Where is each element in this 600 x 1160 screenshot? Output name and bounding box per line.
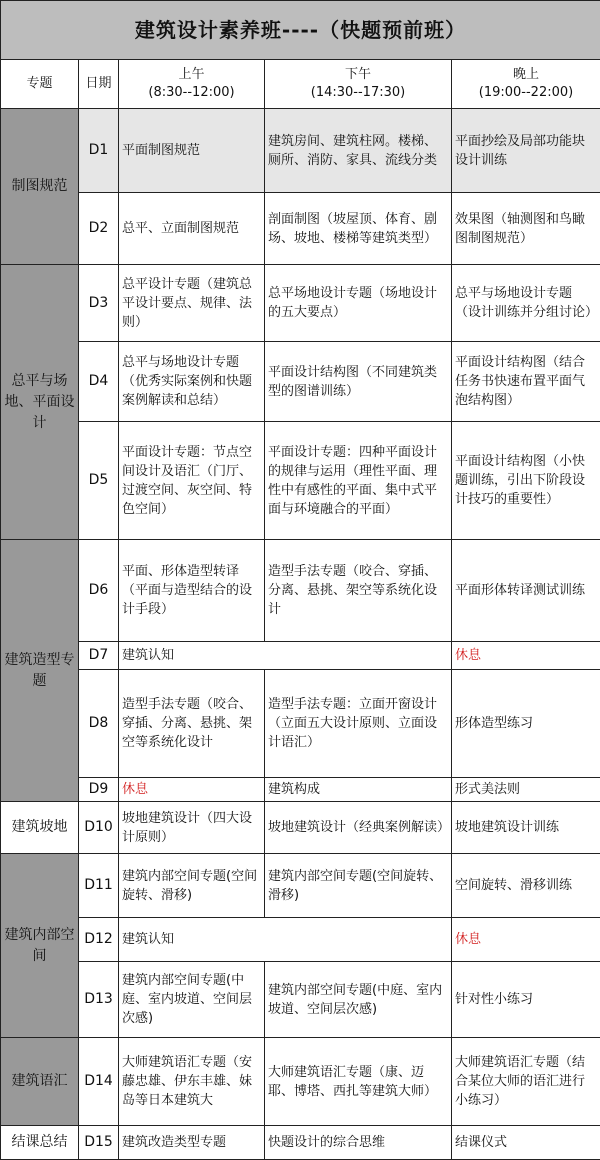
table-row	[1, 778, 600, 802]
day-cell: D5	[79, 422, 119, 540]
morning-afternoon-cell: 建筑认知	[119, 642, 452, 670]
day-cell: D6	[79, 540, 119, 642]
morning-cell: 平面制图规范	[119, 109, 265, 193]
morning-cell: 总平与场地设计专题（优秀实际案例和快题案例解读和总结）	[119, 342, 265, 422]
evening-cell: 坡地建筑设计训练	[452, 802, 600, 854]
day-cell: D15	[79, 1126, 119, 1160]
table-row	[1, 1038, 600, 1126]
header-morning-label: 上午	[122, 66, 261, 84]
morning-afternoon-cell: 建筑认知	[119, 918, 452, 962]
morning-cell: 造型手法专题（咬合、穿插、分离、悬挑、架空等系统化设计	[119, 670, 265, 778]
day-cell: D9	[79, 778, 119, 802]
evening-cell: 休息	[452, 642, 600, 670]
page-title: 建筑设计素养班----（快题预前班）	[1, 1, 600, 60]
afternoon-cell: 造型手法专题：立面开窗设计（立面五大设计原则、立面设计语汇）	[265, 670, 452, 778]
table-row	[1, 802, 600, 854]
afternoon-cell: 平面设计专题：四种平面设计的规律与运用（理性平面、理性中有感性的平面、集中式平面与环境融合的平面）	[265, 422, 452, 540]
header-evening	[452, 60, 600, 109]
afternoon-cell: 建筑内部空间专题(空间旋转、滑移)	[265, 854, 452, 918]
evening-cell: 总平与场地设计专题（设计训练并分组讨论）	[452, 265, 600, 342]
afternoon-cell: 总平场地设计专题（场地设计的五大要点）	[265, 265, 452, 342]
afternoon-cell: 快题设计的综合思维	[265, 1126, 452, 1160]
evening-cell: 形式美法则	[452, 778, 600, 802]
evening-cell: 休息	[452, 918, 600, 962]
table-row	[1, 854, 600, 918]
morning-cell: 平面、形体造型转译（平面与造型结合的设计手段）	[119, 540, 265, 642]
morning-cell: 休息	[119, 778, 265, 802]
topic-cell: 建筑内部空间	[1, 854, 79, 1038]
afternoon-cell: 大师建筑语汇专题（康、迈耶、博塔、西扎等建筑大师）	[265, 1038, 452, 1126]
afternoon-cell: 坡地建筑设计（经典案例解读）	[265, 802, 452, 854]
topic-cell: 建筑造型专题	[1, 540, 79, 802]
header-evening-time: (19:00--22:00)	[455, 84, 597, 102]
table-row	[1, 1126, 600, 1160]
morning-cell: 坡地建筑设计（四大设计原则）	[119, 802, 265, 854]
header-row	[1, 60, 600, 109]
morning-cell: 大师建筑语汇专题（安藤忠雄、伊东丰雄、妹岛等日本建筑大	[119, 1038, 265, 1126]
morning-cell: 建筑内部空间专题(中庭、室内坡道、空间层次感)	[119, 962, 265, 1038]
table-row	[1, 193, 600, 265]
header-morning	[119, 60, 265, 109]
topic-cell: 结课总结	[1, 1126, 79, 1160]
day-cell: D7	[79, 642, 119, 670]
topic-cell: 建筑语汇	[1, 1038, 79, 1126]
afternoon-cell: 平面设计结构图（不同建筑类型的图谱训练）	[265, 342, 452, 422]
day-cell: D3	[79, 265, 119, 342]
evening-cell: 形体造型练习	[452, 670, 600, 778]
title-row	[1, 1, 600, 60]
morning-cell: 建筑改造类型专题	[119, 1126, 265, 1160]
table-row	[1, 265, 600, 342]
header-afternoon	[265, 60, 452, 109]
evening-cell: 平面抄绘及局部功能块设计训练	[452, 109, 600, 193]
table-row	[1, 642, 600, 670]
day-cell: D14	[79, 1038, 119, 1126]
topic-cell: 建筑坡地	[1, 802, 79, 854]
day-cell: D8	[79, 670, 119, 778]
header-afternoon-time: (14:30--17:30)	[268, 84, 448, 102]
header-morning-time: (8:30--12:00)	[122, 84, 261, 102]
topic-cell: 制图规范	[1, 109, 79, 265]
table-row	[1, 962, 600, 1038]
day-cell: D1	[79, 109, 119, 193]
evening-cell: 平面设计结构图（结合任务书快速布置平面气泡结构图）	[452, 342, 600, 422]
evening-cell: 空间旋转、滑移训练	[452, 854, 600, 918]
afternoon-cell: 建筑内部空间专题(中庭、室内坡道、空间层次感)	[265, 962, 452, 1038]
day-cell: D10	[79, 802, 119, 854]
evening-cell: 效果图（轴测图和鸟瞰图制图规范）	[452, 193, 600, 265]
header-day: 日期	[79, 60, 119, 109]
day-cell: D13	[79, 962, 119, 1038]
morning-cell: 建筑内部空间专题(空间旋转、滑移)	[119, 854, 265, 918]
evening-cell: 针对性小练习	[452, 962, 600, 1038]
table-row	[1, 422, 600, 540]
day-cell: D2	[79, 193, 119, 265]
topic-cell: 总平与场地、平面设计	[1, 265, 79, 540]
header-topic: 专题	[1, 60, 79, 109]
evening-cell: 结课仪式	[452, 1126, 600, 1160]
header-evening-label: 晚上	[455, 66, 597, 84]
day-cell: D11	[79, 854, 119, 918]
table-row	[1, 918, 600, 962]
table-row	[1, 540, 600, 642]
table-row	[1, 670, 600, 778]
afternoon-cell: 建筑房间、建筑柱网。楼梯、厕所、消防、家具、流线分类	[265, 109, 452, 193]
evening-cell: 平面形体转译测试训练	[452, 540, 600, 642]
table-row	[1, 342, 600, 422]
afternoon-cell: 剖面制图（坡屋顶、体育、剧场、坡地、楼梯等建筑类型）	[265, 193, 452, 265]
day-cell: D12	[79, 918, 119, 962]
afternoon-cell: 建筑构成	[265, 778, 452, 802]
header-afternoon-label: 下午	[268, 66, 448, 84]
evening-cell: 平面设计结构图（小快题训练，引出下阶段设计技巧的重要性）	[452, 422, 600, 540]
day-cell: D4	[79, 342, 119, 422]
morning-cell: 总平设计专题（建筑总平设计要点、规律、法则）	[119, 265, 265, 342]
evening-cell: 大师建筑语汇专题（结合某位大师的语汇进行小练习）	[452, 1038, 600, 1126]
afternoon-cell: 造型手法专题（咬合、穿插、分离、悬挑、架空等系统化设计	[265, 540, 452, 642]
morning-cell: 平面设计专题：节点空间设计及语汇（门厅、过渡空间、灰空间、特色空间）	[119, 422, 265, 540]
morning-cell: 总平、立面制图规范	[119, 193, 265, 265]
table-row	[1, 109, 600, 193]
